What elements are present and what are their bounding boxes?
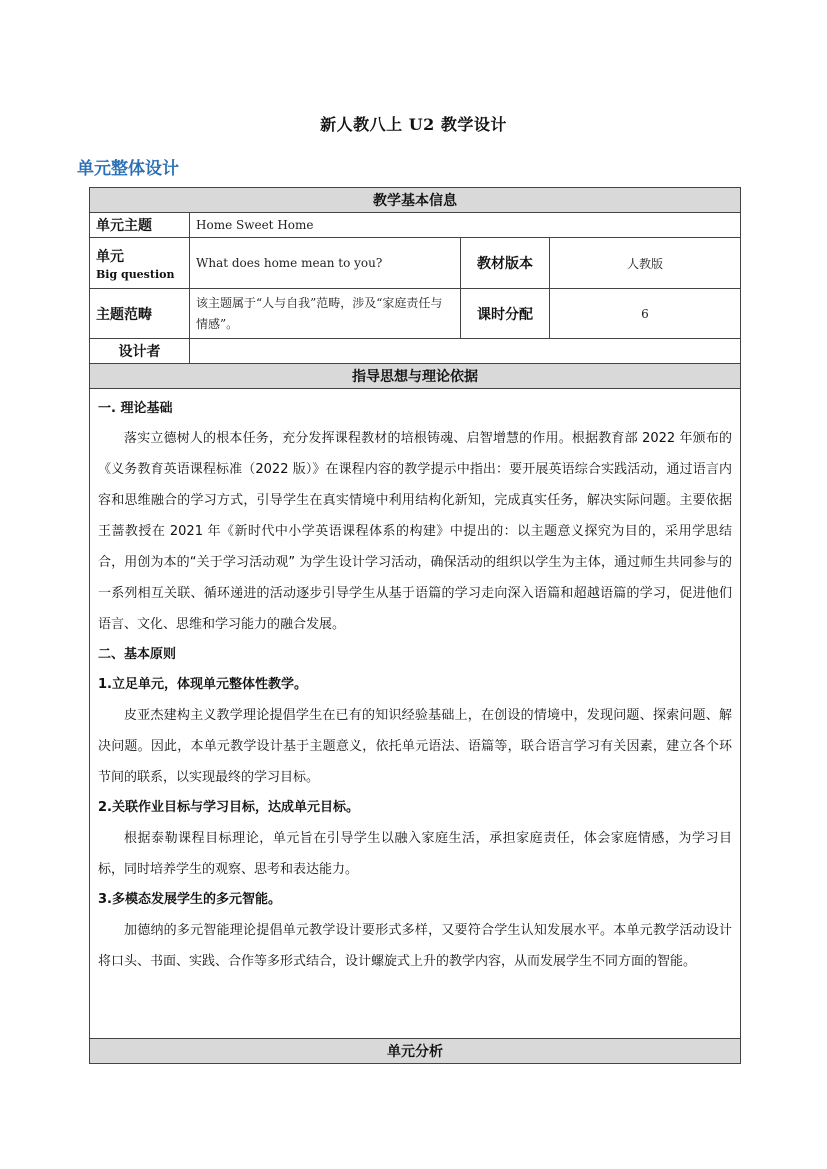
periods-label: 课时分配	[461, 289, 550, 339]
section-heading: 单元整体设计	[77, 159, 179, 179]
big-question-value: What does home mean to you?	[190, 238, 461, 289]
guidance-header: 指导思想与理论依据	[90, 364, 741, 389]
table-row	[90, 289, 741, 339]
periods-value: 6	[550, 289, 741, 339]
textbook-label: 教材版本	[461, 238, 550, 289]
table-row	[90, 389, 741, 1039]
big-question-label-cn: 单元	[96, 248, 124, 265]
category-label: 主题范畴	[90, 289, 190, 339]
table-row	[90, 364, 741, 389]
table-row	[90, 238, 741, 289]
principle1-heading: 1.立足单元，体现单元整体性教学。	[98, 677, 307, 692]
table-row	[90, 188, 741, 213]
big-question-label-en: Big question	[96, 267, 175, 281]
principle2-paragraph: 根据泰勒课程目标理论，单元旨在引导学生以融入家庭生活，承担家庭责任，体会家庭情感，为学习目标，同时培养学生的观察、思考和表达能力。	[98, 831, 732, 877]
designer-label: 设计者	[90, 339, 190, 364]
teaching-info-table	[89, 187, 741, 1064]
unit-theme-value: Home Sweet Home	[190, 213, 741, 238]
principle2-heading: 2.关联作业目标与学习目标，达成单元目标。	[98, 800, 359, 815]
table-row	[90, 1039, 741, 1064]
theory-paragraph: 落实立德树人的根本任务，充分发挥课程教材的培根铸魂、启智增慧的作用。根据教育部 2022 年颁布的《义务教育英语课程标准（2022 版）》在课程内容的教学提示中指出：要开展英语综合实践活动，通过语言内容和思维融合的学习方式，引导学生在真实情境中利用结构化新知，完成真实任务，解决实际问题。主要依据王蔷教授在 2021 年《新时代中小学英语课程体系的构建》中提出的：以主题意义探究为目的，采用学思结合，用创为本的“关于学习活动观” 为学生设计学习活动，确保活动的组织以学生为主体，通过师生共同参与的一系列相互关联、循环递进的活动逐步引导学生从基于语篇的学习走向深入语篇和超越语篇的学习，促进他们语言、文化、思维和学习能力的融合发展。	[98, 431, 732, 632]
table-row	[90, 213, 741, 238]
table-row	[90, 339, 741, 364]
textbook-value: 人教版	[550, 238, 741, 289]
document-title: 新人教八上 U2 教学设计	[320, 115, 507, 134]
principles-heading: 二、基本原则	[98, 647, 177, 662]
principle3-paragraph: 加德纳的多元智能理论提倡单元教学设计要形式多样，又要符合学生认知发展水平。本单元教学活动设计将口头、书面、实践、合作等多形式结合，设计螺旋式上升的教学内容，从而发展学生不同方面的智能。	[98, 923, 732, 969]
guidance-content	[90, 389, 741, 1039]
principle1-paragraph: 皮亚杰建构主义教学理论提倡学生在已有的知识经验基础上，在创设的情境中，发现问题、探索问题、解决问题。因此，本单元教学设计基于主题意义，依托单元语法、语篇等，联合语言学习有关因素，建立各个环节间的联系，以实现最终的学习目标。	[98, 708, 732, 785]
theory-heading: 一. 理论基础	[98, 401, 173, 416]
big-question-label-cell	[90, 238, 190, 289]
unit-theme-label: 单元主题	[90, 213, 190, 238]
principle3-heading: 3.多模态发展学生的多元智能。	[98, 892, 281, 907]
designer-value	[190, 339, 741, 364]
category-value: 该主题属于“人与自我”范畴，涉及“家庭责任与情感”。	[190, 289, 461, 339]
basic-info-header: 教学基本信息	[90, 188, 741, 213]
unit-analysis-header: 单元分析	[90, 1039, 741, 1064]
